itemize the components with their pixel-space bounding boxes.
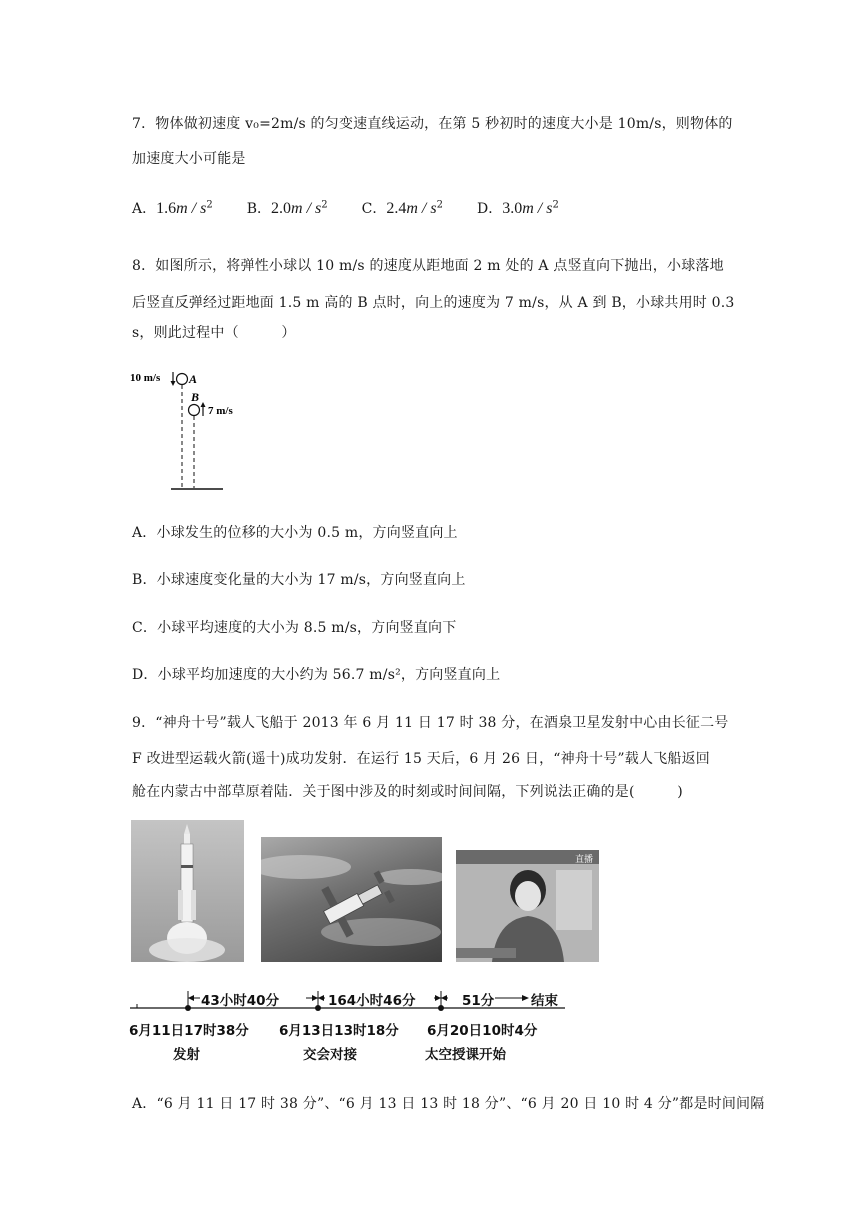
photo-space-lecture (456, 850, 599, 962)
q8-ball-diagram (128, 366, 248, 496)
fig8-v-down-label: 10 m/s (130, 372, 161, 384)
ball-b (189, 405, 200, 416)
fig8-label-a: A (189, 372, 198, 386)
q9-timeline (125, 985, 600, 1065)
time-launch: 6月11日17时38分 (129, 1023, 249, 1039)
q7-options (132, 198, 593, 218)
event-dock: 交会对接 (303, 1047, 357, 1063)
q7-stem-line1: 7．物体做初速度 v₀=2m/s 的匀变速直线运动，在第 5 秒初时的速度大小是 10m/s，则物体的 (132, 116, 733, 132)
interval-3: 51分 (462, 993, 495, 1009)
q8-option-a[interactable]: A．小球发生的位移的大小为 0.5 m，方向竖直向上 (132, 525, 458, 541)
photo-docking (261, 837, 442, 962)
q7-option-c[interactable]: C．$2.4m / s^2$ (361, 199, 443, 217)
q8-option-c[interactable]: C．小球平均速度的大小为 8.5 m/s，方向竖直向下 (132, 620, 457, 636)
q8-option-b[interactable]: B．小球速度变化量的大小为 17 m/s，方向竖直向上 (132, 572, 466, 588)
q9-option-a[interactable]: A．“6 月 11 日 17 时 38 分”、“6 月 13 日 13 时 18 分”、“6 月 20 日 10 时 4 分”都是时间间隔 (132, 1096, 765, 1112)
q9-stem-line2: F 改进型运载火箭(遥十)成功发射．在运行 15 天后，6 月 26 日，“神舟十号”载人飞船返回 (132, 751, 710, 767)
event-lecture: 太空授课开始 (425, 1047, 506, 1063)
live-badge: 直播 (574, 855, 593, 865)
q9-stem-line3: 舱在内蒙古中部草原着陆．关于图中涉及的时刻或时间间隔，下列说法正确的是( ) (132, 784, 683, 800)
q9-stem-line1: 9．“神舟十号”载人飞船于 2013 年 6 月 11 日 17 时 38 分，在酒泉卫星发射中心由长征二号 (132, 715, 729, 731)
q8-stem-line3: s，则此过程中（ ） (132, 325, 296, 341)
q8-option-d[interactable]: D．小球平均加速度的大小约为 56.7 m/s²，方向竖直向上 (132, 667, 501, 683)
photo-rocket-launch (131, 820, 244, 962)
ball-a (177, 374, 188, 385)
fig8-label-b: B (191, 390, 200, 404)
time-dock: 6月13日13时18分 (279, 1023, 399, 1039)
q8-stem-line1: 8．如图所示，将弹性小球以 10 m/s 的速度从距地面 2 m 处的 A 点竖直向下抛出，小球落地 (132, 258, 724, 274)
q8-stem-line2: 后竖直反弹经过距地面 1.5 m 高的 B 点时，向上的速度为 7 m/s，从 A 到 B，小球共用时 0.3 (132, 295, 735, 311)
interval-1: 43小时40分 (201, 993, 280, 1009)
q7-option-a[interactable]: A．$1.6m / s^2$ (132, 199, 213, 217)
q7-option-d[interactable]: D．$3.0m / s^2$ (476, 199, 559, 217)
time-lecture: 6月20日10时4分 (427, 1023, 538, 1039)
q7-stem-line2: 加速度大小可能是 (132, 151, 246, 167)
fig8-v-up-label: 7 m/s (208, 405, 233, 417)
event-launch: 发射 (173, 1047, 200, 1063)
q7-option-b[interactable]: B．$2.0m / s^2$ (246, 199, 328, 217)
end-label: 结束 (531, 993, 558, 1009)
interval-2: 164小时46分 (328, 993, 416, 1009)
